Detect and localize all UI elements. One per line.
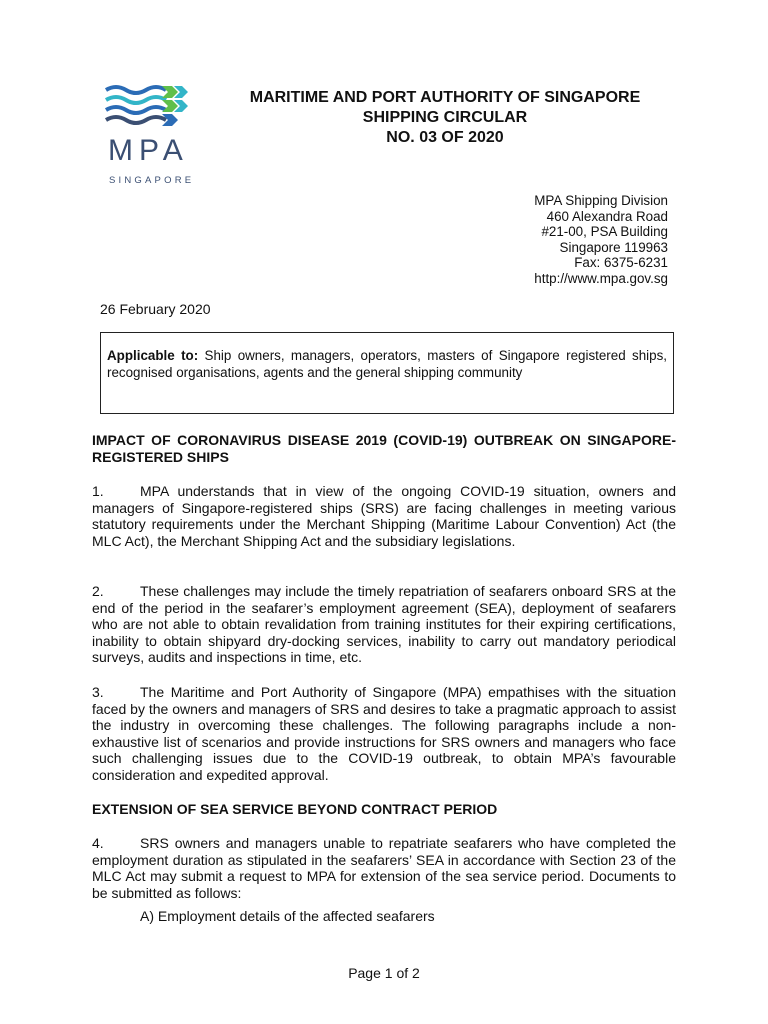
list-item	[140, 908, 435, 924]
address-city: Singapore 119963	[559, 239, 668, 255]
paragraph-number: 3.	[92, 684, 104, 700]
paragraph-2	[92, 583, 676, 666]
heading-number: NO. 03 OF 2020	[386, 129, 504, 146]
paragraph-text: The Maritime and Port Authority of Singapore (MPA) empathises with the situation faced by the owners and managers of SRS and desires to take a pragmatic approach to assist the industry in overcoming these challenges. The following paragraphs include a non-exhaustive list of scenarios and provide instructions for SRS owners and managers who face such challenging issues due to the COVID-19 outbreak, to obtain MPA’s favourable consideration and expedited approval.	[92, 684, 676, 783]
page-number: Page 1 of 2	[348, 965, 420, 981]
paragraph-number: 2.	[92, 583, 104, 599]
section-title-impact: IMPACT OF CORONAVIRUS DISEASE 2019 (COVID-19) OUTBREAK ON SINGAPORE-REGISTERED SHIPS	[92, 432, 676, 465]
paragraph-number: 1.	[92, 483, 104, 499]
paragraph-3	[92, 684, 676, 783]
logo-subtext: SINGAPORE	[109, 175, 195, 186]
list-item-text: Employment details of the affected seafarers	[157, 908, 435, 924]
address-unit: #21-00, PSA Building	[541, 224, 668, 239]
list-item-label: A)	[140, 908, 154, 924]
heading-authority: MARITIME AND PORT AUTHORITY OF SINGAPORE	[249, 89, 641, 106]
heading-type: SHIPPING CIRCULAR	[362, 109, 528, 126]
address-fax: Fax: 6375-6231	[574, 255, 668, 270]
circular-date: 26 February 2020	[100, 301, 211, 317]
paragraph-4	[92, 835, 676, 901]
mpa-wave-icon	[104, 84, 194, 134]
applicable-label: Applicable to:	[107, 348, 199, 363]
paragraph-text: These challenges may include the timely repatriation of seafarers onboard SRS at the end of the period in the seafarer’s employment agreement (SEA), deployment of seafarers who are not able to obtain revalidation from training institutes for their expiring certifications, inability to obtain shipyard dry-docking services, inability to carry out mandatory periodical surveys, audits and inspections in time, etc.	[92, 583, 676, 665]
address-web[interactable]: http://www.mpa.gov.sg	[534, 270, 668, 286]
circular-heading	[200, 88, 690, 148]
address-street: 460 Alexandra Road	[546, 208, 668, 224]
mpa-logo	[104, 84, 214, 192]
paragraph-1	[92, 483, 676, 549]
sender-address	[534, 193, 668, 286]
applicable-box	[100, 332, 674, 414]
logo-text: MPA	[108, 134, 189, 167]
address-division: MPA Shipping Division	[534, 193, 668, 208]
paragraph-number: 4.	[92, 835, 104, 851]
paragraph-text: SRS owners and managers unable to repatriate seafarers who have completed the employment duration as stipulated in the seafarers’ SEA in accordance with Section 23 of the MLC Act may submit a request to MPA for extension of the sea service period. Documents to be submitted as follows:	[92, 835, 676, 901]
applicable-text: Ship owners, managers, operators, masters of Singapore registered ships, recognised organisations, agents and the general shipping community	[107, 348, 667, 380]
paragraph-text: MPA understands that in view of the ongoing COVID-19 situation, owners and managers of Singapore-registered ships (SRS) are facing challenges in meeting various statutory requirements under the Merchant Shipping (Maritime Labour Convention) Act (the MLC Act), the Merchant Shipping Act and the subsidiary legislations.	[92, 483, 676, 549]
section-title-extension: EXTENSION OF SEA SERVICE BEYOND CONTRACT PERIOD	[92, 801, 498, 817]
